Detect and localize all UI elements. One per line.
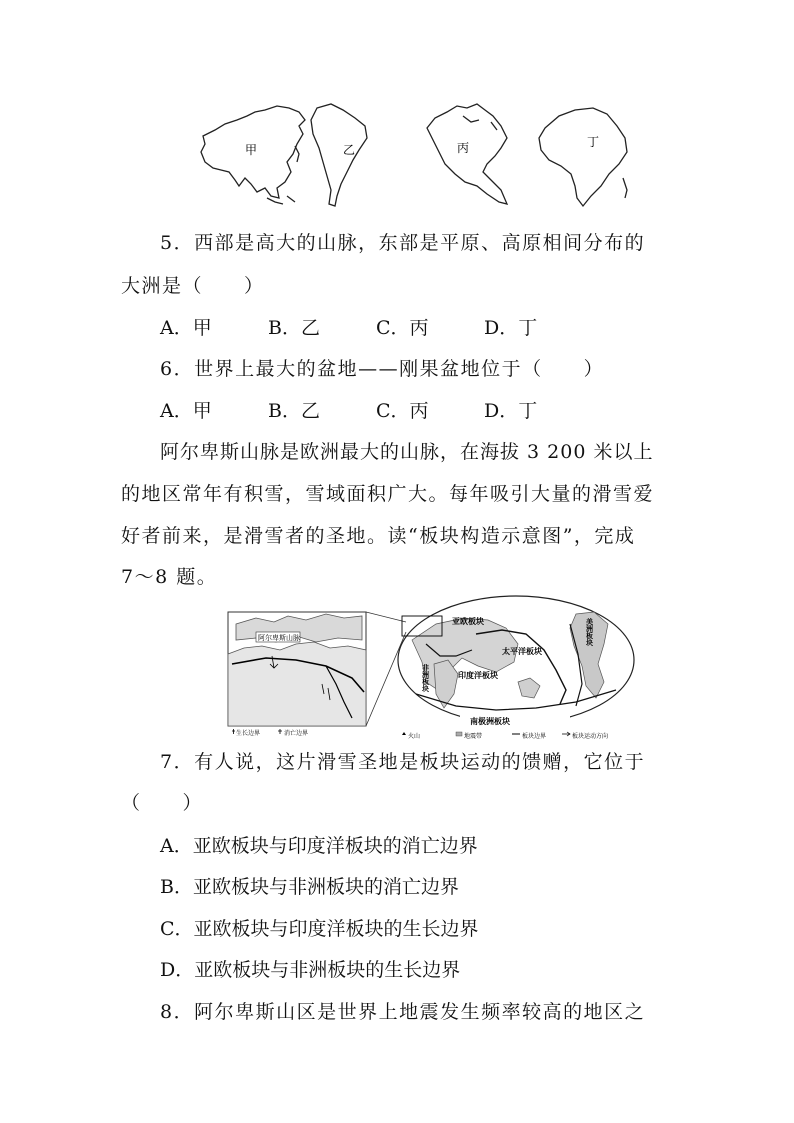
alps-inset-label: 阿尔卑斯山脉 — [258, 634, 300, 642]
q6-option-a: A．甲 — [160, 400, 212, 422]
q7-option-d: D．亚欧板块与非洲板块的生长边界 — [160, 959, 461, 981]
plate-label-antarctic: 南极洲板块 — [470, 716, 510, 726]
q5-option-a: A．甲 — [160, 317, 212, 339]
q5-option-b: B．乙 — [268, 317, 320, 339]
legend-plate-boundary: 板块边界 — [522, 733, 547, 740]
q6-option-c: C．丙 — [376, 400, 429, 422]
continent-outline-maps — [195, 98, 635, 214]
alps-inset-map — [228, 612, 366, 737]
inset-legend-convergent: 消亡边界 — [284, 730, 309, 737]
q6-option-b: B．乙 — [268, 400, 320, 422]
passage-line-2: 的地区常年有积雪，雪域面积广大。每年吸引大量的滑雪爱 — [121, 483, 655, 505]
legend-plate-motion: 板块运动方向 — [572, 733, 609, 740]
q8-stem-line-1: 8．阿尔卑斯山区是世界上地震发生频率较高的地区之 — [160, 1001, 646, 1023]
plate-label-pacific: 太平洋板块 — [502, 646, 542, 656]
africa-outline-map — [539, 108, 627, 206]
q5-stem-line-1: 5．西部是高大的山脉，东部是平原、高原相间分布的 — [160, 232, 646, 254]
q7-option-c: C．亚欧板块与印度洋板块的生长边界 — [160, 918, 479, 940]
plate-tectonics-figure — [226, 594, 642, 740]
legend-seismic-belt: 地震带 — [464, 733, 483, 740]
q6-stem-line-1: 6．世界上最大的盆地——刚果盆地位于（ ） — [160, 358, 605, 380]
world-plate-map — [398, 596, 634, 726]
q5-option-c: C．丙 — [376, 317, 429, 339]
q7-stem-line-1: 7．有人说，这片滑雪圣地是板块运动的馈赠，它位于 — [160, 751, 646, 773]
legend-volcano: 火山 — [408, 733, 421, 740]
plate-label-american: 美洲板块 — [585, 618, 595, 646]
continent-label-jia: 甲 — [245, 143, 258, 157]
q7-stem-line-2: （ ） — [121, 792, 204, 814]
continent-label-bing: 丙 — [457, 141, 470, 155]
continent-label-ding: 丁 — [587, 135, 600, 149]
passage-line-4: 7～8 题。 — [121, 566, 218, 588]
plate-label-indian: 印度洋板块 — [458, 670, 498, 680]
plate-label-eurasian: 亚欧板块 — [452, 616, 484, 626]
q5-stem-line-2: 大洲是（ ） — [121, 275, 265, 297]
q6-option-d: D．丁 — [484, 400, 538, 422]
passage-line-1: 阿尔卑斯山脉是欧洲最大的山脉，在海拔 3 200 米以上 — [160, 441, 654, 463]
inset-legend-divergent: 生长边界 — [236, 730, 261, 737]
world-map-legend — [402, 732, 608, 740]
q5-option-d: D．丁 — [484, 317, 538, 339]
q7-option-b: B．亚欧板块与非洲板块的消亡边界 — [160, 876, 459, 898]
plate-label-african: 非洲板块 — [421, 664, 431, 692]
passage-line-3: 好者前来，是滑雪者的圣地。读“板块构造示意图”，完成 — [121, 525, 636, 547]
continent-label-yi: 乙 — [343, 143, 356, 157]
south-america-outline-map — [311, 104, 367, 206]
q7-option-a: A．亚欧板块与印度洋板块的消亡边界 — [160, 835, 478, 857]
